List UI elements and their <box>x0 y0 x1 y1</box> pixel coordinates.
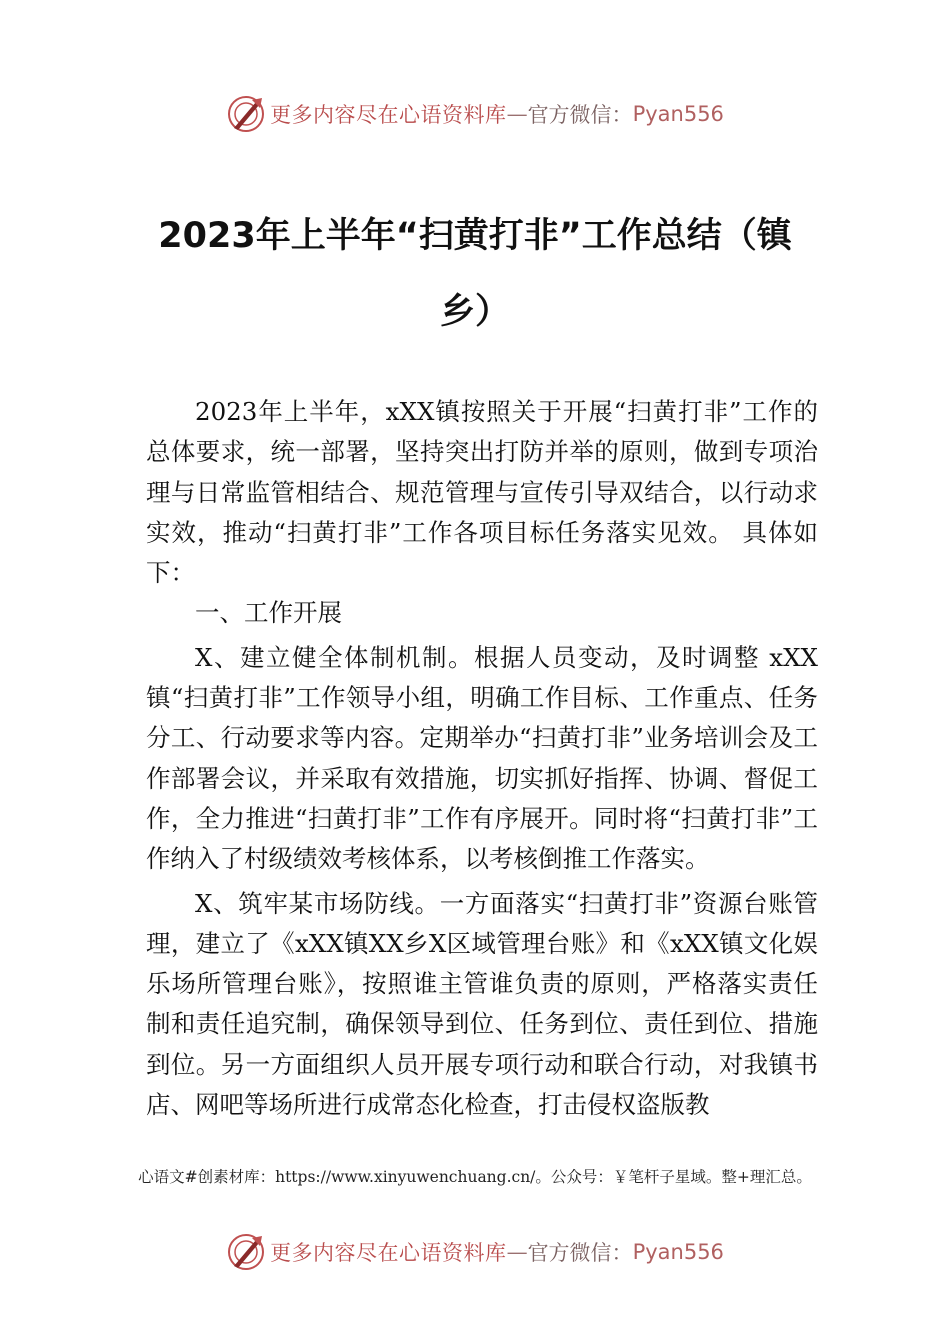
watermark-separator: — <box>506 102 528 126</box>
footer-source-note: 心语文#创素材库：https://www.xinyuwenchuang.cn/。公众号：￥笔杆子星域。整+理汇总。 <box>138 1168 812 1186</box>
document-title: 2023年上半年“扫黄打非”工作总结（镇乡） <box>158 216 792 332</box>
document-body <box>146 392 818 1125</box>
quill-logo-icon <box>226 1232 266 1272</box>
paragraph-item-2: X、筑牢某市场防线。一方面落实“扫黄打非”资源台账管理，建立了《xXX镇XX乡X区域管理台账》和《xXX镇文化娱乐场所管理台账》，按照谁主管谁负责的原则，严格落实责任制和责任追究制，确保领导到位、任务到位、责任到位、措施到位。另一方面组织人员开展专项行动和联合行动，对我镇书店、网吧等场所进行成常态化检查，打击侵权盗版教 <box>146 888 818 1120</box>
watermark-wechat-label: 官方微信： <box>527 103 633 127</box>
watermark-wechat-id: Pyan556 <box>632 102 724 126</box>
watermark-wechat-label: 官方微信： <box>527 1241 633 1265</box>
watermark-separator: — <box>506 1240 528 1264</box>
watermark-wechat-id: Pyan556 <box>632 1240 724 1264</box>
watermark-footer <box>0 1230 950 1274</box>
watermark-header <box>0 92 950 136</box>
watermark-main-text: 更多内容尽在心语资料库 <box>270 1241 507 1265</box>
paragraph-intro: 2023年上半年，xXX镇按照关于开展“扫黄打非”工作的总体要求，统一部署，坚持突出打防并举的原则，做到专项治理与日常监管相结合、规范管理与宣传引导双结合，以行动求实效，推动“扫黄打非”工作各项目标任务落实见效。 具体如下： <box>146 397 818 588</box>
paragraph-item-1: X、建立健全体制机制。根据人员变动，及时调整 xXX镇“扫黄打非”工作领导小组，明确工作目标、工作重点、任务分工、行动要求等内容。定期举办“扫黄打非”业务培训会及工作部署会议，并采取有效措施，切实抓好指挥、协调、督促工作，全力推进“扫黄打非”工作有序展开。同时将“扫黄打非”工作纳入了村级绩效考核体系，以考核倒推工作落实。 <box>146 642 818 874</box>
watermark-main-text: 更多内容尽在心语资料库 <box>270 103 507 127</box>
section-heading: 一、工作开展 <box>195 598 342 628</box>
quill-logo-icon <box>226 94 266 134</box>
